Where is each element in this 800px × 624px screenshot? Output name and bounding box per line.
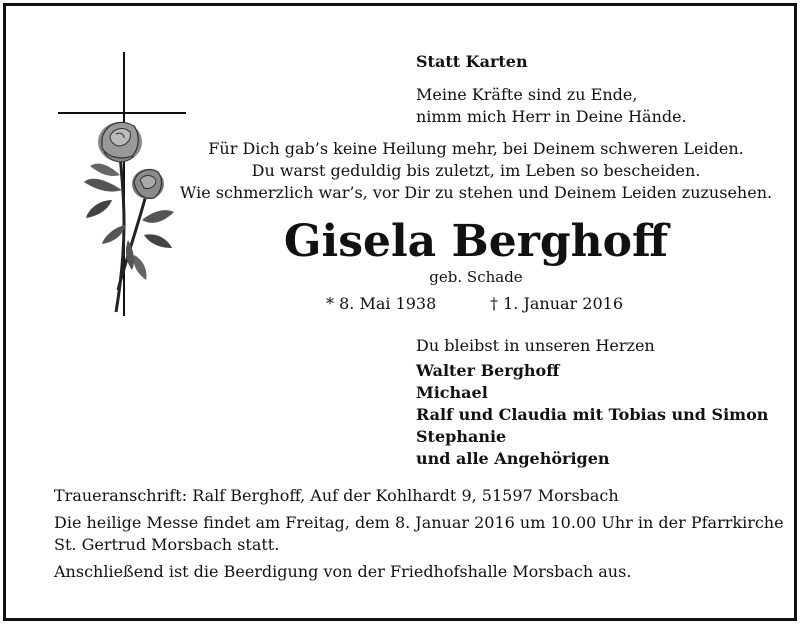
deceased-name: Gisela Berghoff xyxy=(283,216,669,267)
verse-line: nimm mich Herr in Deine Hände. xyxy=(416,107,687,126)
family-member: und alle Angehörigen xyxy=(416,449,610,468)
maiden-name: geb. Schade xyxy=(429,268,523,286)
obituary-notice xyxy=(3,3,797,621)
family-member: Ralf und Claudia mit Tobias und Simon xyxy=(416,405,769,424)
mass-info-cont: St. Gertrud Morsbach statt. xyxy=(54,535,280,554)
family-member: Michael xyxy=(416,383,488,402)
family-intro: Du bleibst in unseren Herzen xyxy=(416,336,655,355)
burial-info: Anschließend ist die Beerdigung von der Friedhofshalle Morsbach aus. xyxy=(54,562,632,581)
mass-info: Die heilige Messe findet am Freitag, dem 8. Januar 2016 um 10.00 Uhr in der Pfarrkirche xyxy=(54,513,784,532)
statt-karten-heading: Statt Karten xyxy=(416,52,528,71)
family-member: Stephanie xyxy=(416,427,507,446)
birth-date: * 8. Mai 1938 xyxy=(326,294,437,313)
funeral-address: Traueranschrift: Ralf Berghoff, Auf der Kohlhardt 9, 51597 Morsbach xyxy=(54,486,619,505)
poem-line: Wie schmerzlich war’s, vor Dir zu stehen und Deinem Leiden zuzusehen. xyxy=(179,183,773,202)
death-date: † 1. Januar 2016 xyxy=(490,294,623,313)
verse-line: Meine Kräfte sind zu Ende, xyxy=(416,85,638,104)
family-member: Walter Berghoff xyxy=(416,361,560,380)
poem-line: Für Dich gab’s keine Heilung mehr, bei Deinem schweren Leiden. xyxy=(208,139,744,158)
poem-line: Du warst geduldig bis zuletzt, im Leben so bescheiden. xyxy=(251,161,701,180)
